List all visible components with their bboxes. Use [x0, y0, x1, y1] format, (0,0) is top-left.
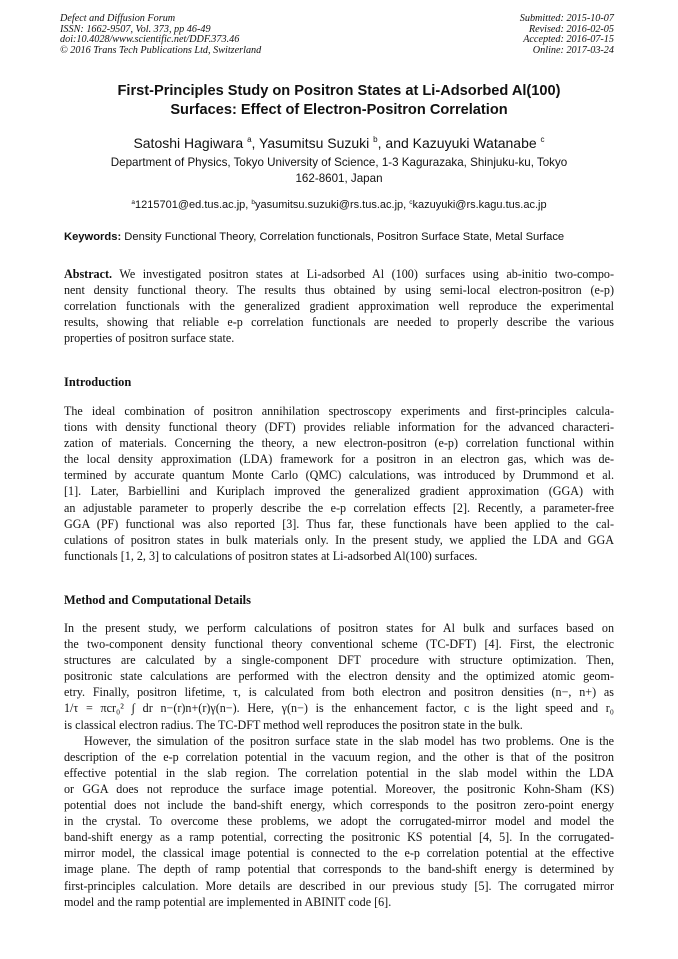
submitted-date: Submitted: 2015-10-07 — [519, 13, 614, 24]
author-separator: , — [377, 135, 386, 151]
author-emails — [40, 196, 638, 212]
body-line: structures are calculated by a single-component DFT procedure with structure optimization. Then, — [64, 653, 614, 668]
accepted-date: Accepted: 2016-07-15 — [523, 34, 614, 46]
keywords-text: Density Functional Theory, Correlation functionals, Positron Surface State, Metal Surface — [121, 231, 565, 243]
body-line: However, the simulation of the positron surface state in the slab model has two problems. One is the — [84, 733, 614, 748]
email-mark-b: b — [251, 199, 256, 206]
section-heading-method: Method and Computational Details — [64, 593, 251, 607]
body-line: etry. Finally, positron lifetime, τ, is calculated from both electron and positron densities (n−, n+) as — [64, 685, 614, 700]
body-line: 1/τ = πcr₀² ∫ dr n−(r)n+(r)γ(n−). Here, γ(n−) is the enhancement factor, c is the light speed and r₀ — [64, 701, 614, 716]
body-line: image plane. The depth of ramp potential that corresponds to the band-shift energy is determined by — [64, 862, 614, 877]
issn-line: ISSN: 1662-9507, Vol. 373, pp 46-49 — [60, 23, 211, 35]
author-3: and Kazuyuki Watanabe — [385, 135, 537, 151]
online-date: Online: 2017-03-24 — [532, 44, 614, 56]
email-b[interactable]: yasumitsu.suzuki@rs.tus.ac.jp, — [255, 199, 410, 211]
body-line: [1]. Later, Barbiellini and Kuriplach improved the generalized gradient approximation (GGA) with — [64, 484, 614, 499]
abstract-label: Abstract. — [64, 267, 113, 281]
abstract-line: correlation functionals with the generalized gradient approximation well reproduce the experimental — [64, 299, 614, 314]
body-line: functionals [1, 2, 3] to calculations of positron states at Li-adsorbed Al(100) surfaces. — [64, 548, 478, 563]
email-mark-c: c — [409, 199, 413, 206]
abstract-line: Abstract. We investigated positron states at Li-adsorbed Al (100) surfaces using ab-initio two-compo- — [64, 267, 614, 281]
body-line: the local density approximation (LDA) framework for a positron in an electron gas, which was de- — [64, 452, 614, 467]
body-line: band-shift energy as a ramp potential, correcting the positronic KS potential [4, 5]. In the corrugated- — [64, 830, 614, 845]
date-info — [520, 14, 614, 56]
affil-mark-b: b — [373, 135, 378, 144]
author-2: Yasumitsu Suzuki — [259, 135, 370, 151]
abstract-line: properties of positron surface state. — [64, 331, 235, 346]
body-line: description of the e-p correlation potential in the vacuum region, and the other is that of the positron — [64, 749, 614, 764]
abstract-line: results, showing that reliable e-p correlation functionals are needed to properly describe the various — [64, 315, 614, 330]
body-line: the two-component density functional theory conventional scheme (TC-DFT) [4]. First, the electronic — [64, 637, 614, 652]
affil-mark-a: a — [247, 135, 252, 144]
title-line-1: First-Principles Study on Positron States at Li-Adsorbed Al(100) — [117, 83, 561, 99]
author-1: Satoshi Hagiwara — [133, 135, 244, 151]
abstract — [64, 266, 614, 346]
body-line: GGA (PF) functional was also reported [3]. Thus far, these functionals have been applied to the cal- — [64, 516, 614, 531]
body-line: potential does not include the band-shift energy, which corresponds to the positron zero-point energy — [64, 798, 614, 813]
copyright-line: © 2016 Trans Tech Publications Ltd, Switzerland — [60, 44, 262, 56]
body-line: termined by accurate quantum Monte Carlo (QMC) calculations, was introduced by Drummond et al. — [64, 468, 614, 483]
keywords-label: Keywords: — [64, 231, 122, 243]
affiliation-line-2: 162-8601, Japan — [295, 171, 383, 185]
affil-mark-c: c — [540, 135, 545, 144]
paper-title — [40, 82, 638, 120]
body-line: effective potential in the slab region. The correlation potential in the slab model within the LDA — [64, 765, 614, 780]
author-separator: , — [251, 135, 260, 151]
email-c[interactable]: kazuyuki@rs.kagu.tus.ac.jp — [412, 199, 547, 211]
section-heading-introduction: Introduction — [64, 375, 132, 389]
body-line: model and the ramp potential are implemented in ABINIT code [6]. — [64, 894, 392, 909]
title-line-2: Surfaces: Effect of Electron-Positron Correlation — [170, 102, 508, 118]
revised-date: Revised: 2016-02-05 — [528, 23, 614, 35]
method-body — [64, 620, 614, 910]
email-mark-a: a — [131, 199, 136, 206]
journal-info — [60, 14, 261, 56]
body-line: in the crystal. To overcome these problems, we adopt the corrugated-mirror model and model the — [64, 814, 614, 829]
doi-line: doi:10.4028/www.scientific.net/DDF.373.46 — [60, 34, 240, 46]
body-line: mirror model, the classical image potential is connected to the e-p correlation potential at the effective — [64, 846, 614, 861]
body-line: first-principles calculation. More details are described in our previous study [5]. The corrugated mirror — [64, 878, 614, 893]
affiliation — [78, 155, 600, 186]
abstract-line: nent density functional theory. The results thus obtained by using semi-local electron-positron (e-p) — [64, 283, 614, 298]
email-a[interactable]: 1215701@ed.tus.ac.jp, — [135, 199, 252, 211]
body-line: positronic state calculations are performed with the electron density and the optimized atomic geom- — [64, 669, 614, 684]
body-line: The ideal combination of positron annihilation spectroscopy experiments and first-principles calcula- — [64, 404, 614, 418]
body-line: an adjustable parameter to properly describe the e-p correlation effects [2]. Recently, a parameter-free — [64, 500, 614, 515]
body-line: tions with density functional theory (DFT) provides reliable information for the advanced characteri- — [64, 420, 614, 435]
affiliation-line-1: Department of Physics, Tokyo University of Science, 1-3 Kagurazaka, Shinjuku-ku, Tokyo — [110, 156, 568, 169]
body-line: is classical electron radius. The TC-DFT method well reproduces the positron state in the bulk. — [64, 717, 523, 732]
author-list — [40, 132, 638, 151]
body-line: In the present study, we perform calculations of positron states for Al bulk and surfaces based on — [64, 621, 614, 635]
body-line: or GGA does not reproduce the surface image potential. Moreover, the positronic Kohn-Sham (KS) — [64, 781, 614, 796]
journal-name: Defect and Diffusion Forum — [60, 13, 176, 24]
body-line: culations of positron states in bulk materials only. In the present study, we applied the LDA and GGA — [64, 532, 614, 547]
introduction-body — [64, 403, 614, 564]
body-line: zation of materials. Concerning the theory, a new electron-positron (e-p) correlation functional within — [64, 436, 614, 451]
keywords — [64, 230, 616, 244]
